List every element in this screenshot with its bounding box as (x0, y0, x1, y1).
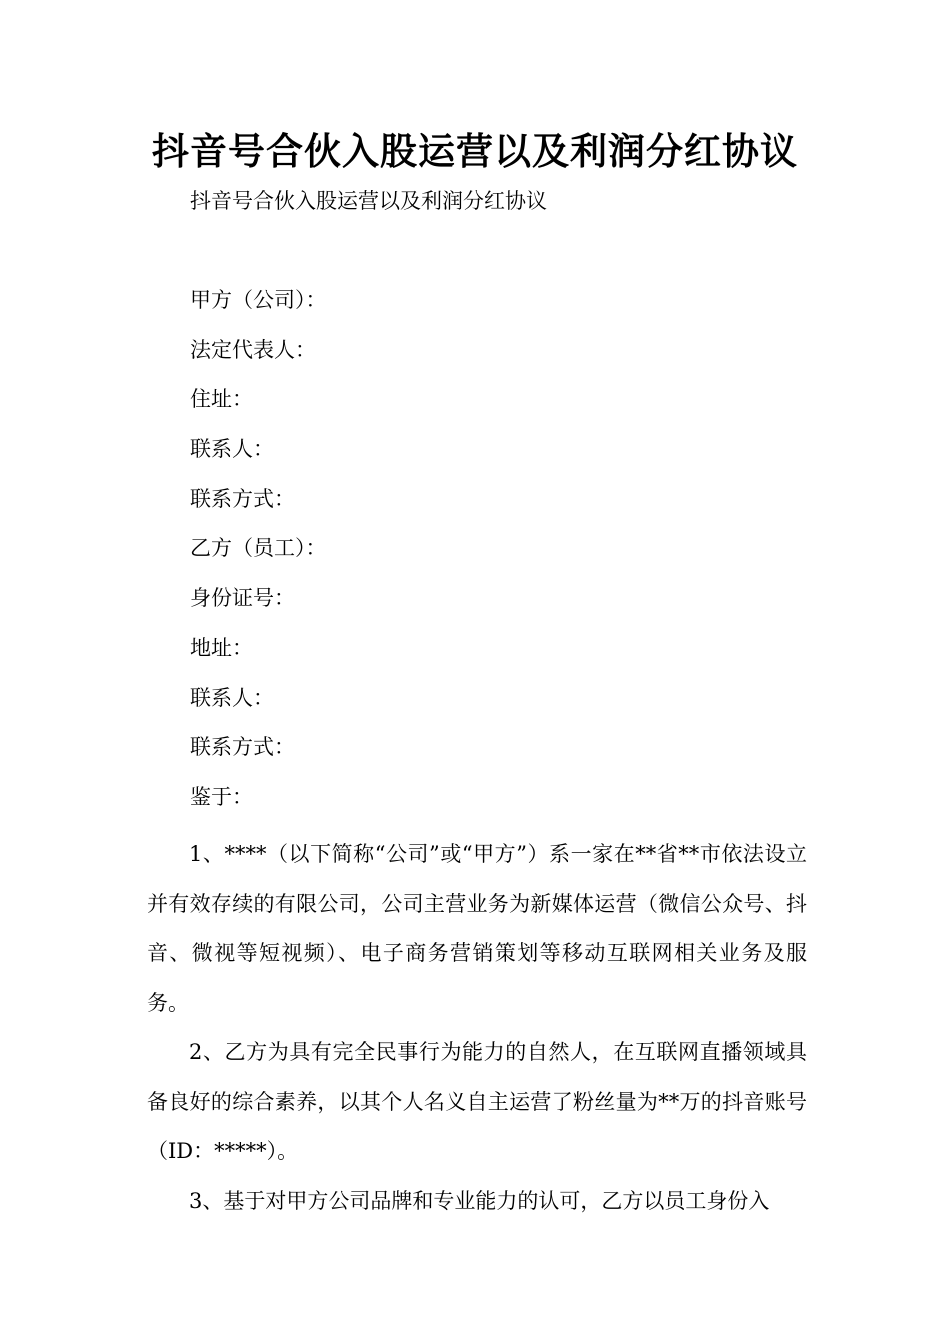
document-subtitle: 抖音号合伙入股运营以及利润分红协议 (190, 189, 547, 213)
field-contact-b: 联系人： (190, 685, 274, 710)
field-address: 地址： (190, 635, 253, 660)
recital-paragraph-2: 2、乙方为具有完全民事行为能力的自然人，在互联网直播领域具备良好的综合素养，以其个人名义自主运营了粉丝量为**万的抖音账号（ID：*****）。 (147, 1040, 807, 1163)
recital-paragraph-3: 3、基于对甲方公司品牌和专业能力的认可，乙方以员工身份入 (189, 1188, 770, 1213)
field-contact-method-a: 联系方式： (190, 486, 295, 511)
field-residence: 住址： (190, 387, 253, 412)
recital-paragraph-1: 1、****（以下简称“公司”或“甲方”）系一家在**省**市依法设立并有效存续的有限公司，公司主营业务为新媒体运营（微信公众号、抖音、微视等短视频）、电子商务营销策划等移动互联网相关业务及服务。 (147, 842, 807, 1015)
field-id-number: 身份证号： (190, 586, 295, 611)
party-info-list (190, 284, 327, 831)
recitals-section (147, 830, 807, 1226)
field-legal-representative: 法定代表人： (190, 337, 316, 362)
field-contact-a: 联系人： (190, 437, 274, 462)
field-party-b: 乙方（员工）： (190, 536, 327, 561)
field-party-a: 甲方（公司）： (190, 288, 327, 312)
field-whereas: 鉴于： (190, 784, 253, 809)
document-title: 抖音号合伙入股运营以及利润分红协议 (152, 130, 798, 173)
field-contact-method-b: 联系方式： (190, 735, 295, 760)
